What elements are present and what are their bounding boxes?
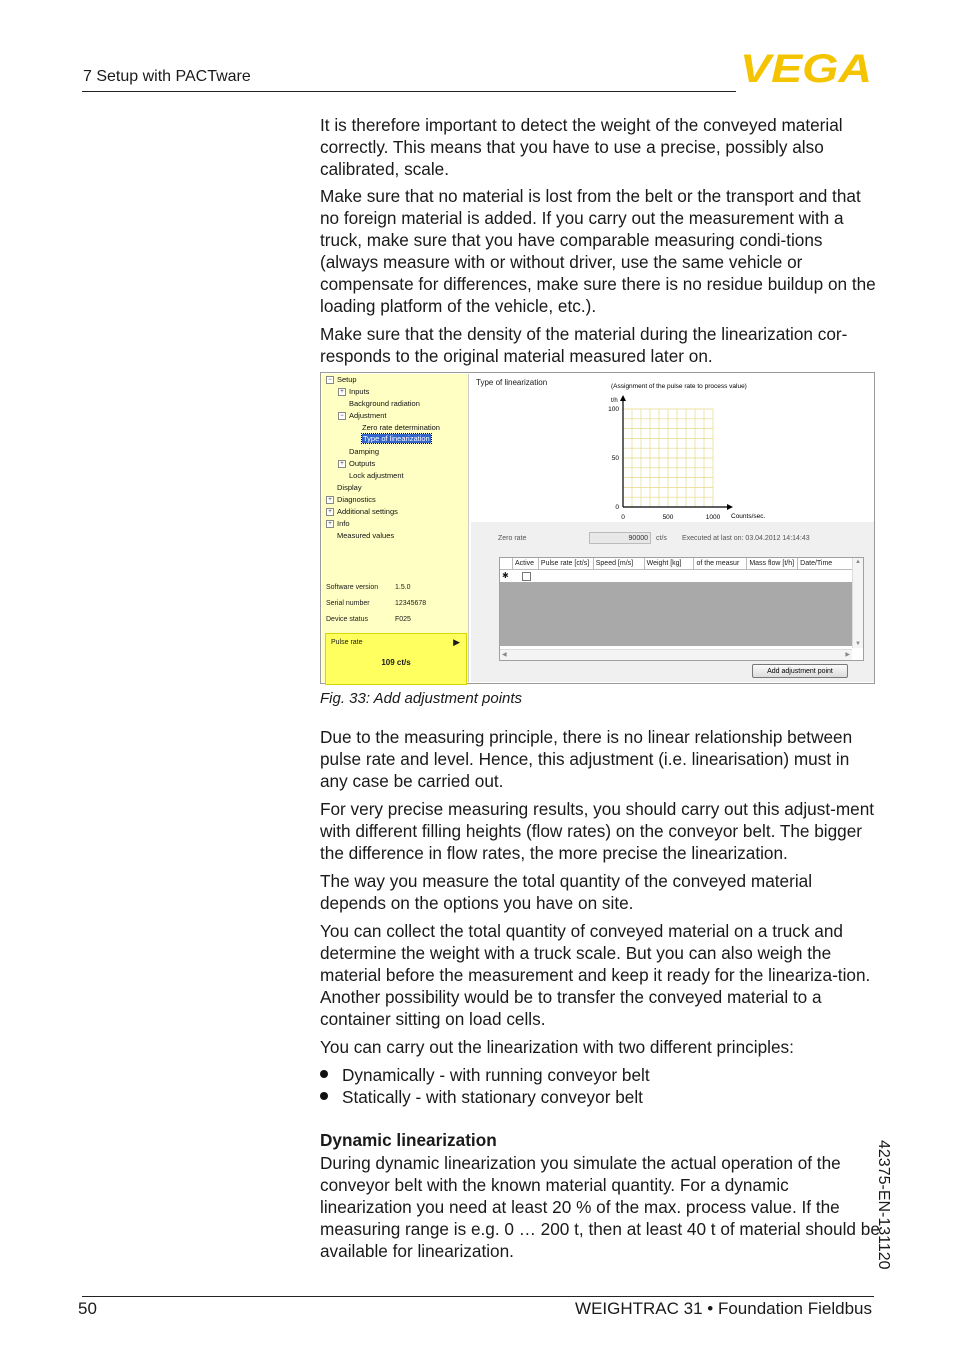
navigation-panel xyxy=(322,374,469,682)
linearization-panel xyxy=(471,374,874,682)
zero-rate-label: Zero rate xyxy=(498,535,527,542)
footer-rule xyxy=(82,1296,874,1297)
y-axis-label: t/h xyxy=(611,398,618,404)
paragraph-5: For very precise measuring results, you should carry out this adjust-ment with different filling heights (flow rates) on the conveyor belt. The bigger the difference in flow rates, the more precise the linearization. xyxy=(320,799,875,863)
figure-caption: Fig. 33: Add adjustment points xyxy=(320,690,523,707)
tree-item-type-of-linearization[interactable]: Type of linearization xyxy=(363,434,430,443)
panel-title: Type of linearization xyxy=(476,378,548,387)
executed-timestamp: Executed at last on: 03.04.2012 14:14:43 xyxy=(682,535,810,542)
scroll-left-icon[interactable]: ◀ xyxy=(502,652,507,658)
y-tick-label: 50 xyxy=(611,455,619,462)
scroll-up-icon[interactable]: ▲ xyxy=(855,559,861,565)
collapse-icon[interactable]: − xyxy=(326,376,334,384)
expand-icon[interactable]: + xyxy=(326,520,334,528)
paragraph-6: The way you measure the total quantity of the conveyed material depends on the options you have on site. xyxy=(320,871,813,913)
header-rule xyxy=(82,91,736,92)
paragraph-7: You can collect the total quantity of conveyed material on a truck and determine the weight with a truck scale. But you can also weigh the material before the measurement and keep it ready for the lineariza-tion. Another possibility would be to transfer the conveyed material to a container sitting on load cells. xyxy=(320,921,871,1029)
col-date-time[interactable]: Date/Time xyxy=(800,560,833,567)
y-tick-label: 0 xyxy=(615,504,619,511)
tree-item-diagnostics[interactable]: + Diagnostics xyxy=(326,495,376,504)
paragraph-1: It is therefore important to detect the weight of the conveyed material correctly. This means that you have to use a precise, possibly also calibrated, scale. xyxy=(320,115,843,179)
col-mass-flow[interactable]: Mass flow [t/h] xyxy=(747,558,798,569)
expand-icon[interactable]: + xyxy=(326,496,334,504)
paragraph-2: Make sure that no material is lost from the belt or the transport and that no foreign material is added. If you carry out the measurement with a truck, make sure that you have comparable measuring condi-tions (always measure with or without driver, use the same vehicle or compensate for differences, make sure there is no residue buildup on the loading platform of the vehicle, etc.). xyxy=(320,186,876,316)
y-axis-arrow-icon xyxy=(620,395,626,401)
col-weight[interactable]: Weight [kg] xyxy=(645,558,695,569)
col-length[interactable]: of the measur xyxy=(694,558,747,569)
x-axis-label: Counts/sec. xyxy=(731,513,766,520)
adjustment-points-table[interactable] xyxy=(499,557,864,661)
page-number: 50 xyxy=(78,1299,97,1318)
arrow-right-icon[interactable]: ▶ xyxy=(453,637,460,647)
vertical-scrollbar[interactable] xyxy=(852,558,863,648)
software-version-label: Software version xyxy=(326,584,379,591)
bullet-item: Statically - with stationary conveyor belt xyxy=(320,1086,643,1108)
pulse-rate-box[interactable] xyxy=(325,633,467,685)
y-tick-label: 100 xyxy=(608,406,619,413)
tree-item-display[interactable]: Display xyxy=(337,483,362,492)
chart-title: (Assignment of the pulse rate to process value) xyxy=(611,383,747,390)
tree-item-outputs[interactable]: + Outputs xyxy=(338,459,375,468)
tree-item-additional-settings[interactable]: + Additional settings xyxy=(326,507,398,516)
paragraph-8: You can carry out the linearization with two different principles: xyxy=(320,1037,794,1057)
vega-logo xyxy=(740,50,874,86)
screenshot-figure xyxy=(320,372,875,684)
table-empty-area xyxy=(500,582,852,646)
collapse-icon[interactable]: − xyxy=(338,412,346,420)
col-speed[interactable]: Speed [m/s] xyxy=(594,558,645,569)
svg-text:VEGA: VEGA xyxy=(740,50,872,86)
tree-item-measured-values[interactable]: Measured values xyxy=(337,531,395,540)
device-status-value: F025 xyxy=(395,616,411,623)
tree-item-adjustment[interactable]: − Adjustment xyxy=(338,411,387,420)
tree-item-inputs[interactable]: + Inputs xyxy=(338,387,369,396)
software-version-value: 1.5.0 xyxy=(395,584,411,591)
scroll-right-icon[interactable]: ▶ xyxy=(845,652,850,658)
x-axis-arrow-icon xyxy=(727,504,733,510)
zero-rate-field[interactable]: 90000 xyxy=(589,532,651,544)
active-checkbox[interactable] xyxy=(522,572,531,581)
serial-number-value: 12345678 xyxy=(395,600,427,607)
bullet-item: Dynamically - with running conveyor belt xyxy=(320,1064,650,1086)
horizontal-scrollbar[interactable] xyxy=(500,649,852,660)
tree-item-info[interactable]: + Info xyxy=(326,519,350,528)
paragraph-3: Make sure that the density of the material during the linearization cor-responds to the original material measured later on. xyxy=(320,324,848,366)
tree-item-damping[interactable]: Damping xyxy=(349,447,380,456)
expand-icon[interactable]: + xyxy=(338,388,346,396)
zero-rate-unit: ct/s xyxy=(656,535,667,542)
paragraph-dynamic: During dynamic linearization you simulate the actual operation of the conveyor belt with the known material quantity. For a dynamic linearization you need at least 20 % of the max. process value. If the measuring range is e.g. 0 … 200 t, then at least 40 t of material should be available for linearization. xyxy=(320,1153,880,1261)
x-tick-label: 500 xyxy=(662,514,674,521)
paragraph-4: Due to the measuring principle, there is no linear relationship between pulse rate and level. Hence, this adjustment (i.e. linearisation) must in any case be carried out. xyxy=(320,727,853,791)
x-tick-label: 1000 xyxy=(705,514,721,521)
col-active[interactable]: Active xyxy=(513,558,539,569)
document-id: 42375-EN-131120 xyxy=(875,1140,892,1270)
row-header-cell xyxy=(500,558,513,569)
section-header: 7 Setup with PACTware xyxy=(83,68,251,85)
col-pulse-rate[interactable]: Pulse rate [ct/s] xyxy=(539,558,594,569)
tree-item-background-radiation[interactable]: Background radiation xyxy=(349,399,420,408)
bullet-icon xyxy=(320,1070,328,1078)
expand-icon[interactable]: + xyxy=(326,508,334,516)
add-adjustment-point-button[interactable]: Add adjustment point xyxy=(752,664,848,678)
linearization-chart xyxy=(601,379,821,525)
tree-item-lock-adjustment[interactable]: Lock adjustment xyxy=(349,471,404,480)
tree-item-setup[interactable]: − Setup xyxy=(326,375,357,384)
section-heading: Dynamic linearization xyxy=(320,1130,497,1150)
pulse-rate-label: Pulse rate xyxy=(331,639,363,646)
x-tick-label: 0 xyxy=(621,514,625,521)
table-header xyxy=(500,558,852,570)
expand-icon[interactable]: + xyxy=(338,460,346,468)
tree-item-zero-rate[interactable]: Zero rate determination xyxy=(362,423,440,432)
footer-title: WEIGHTRAC 31 • Foundation Fieldbus xyxy=(575,1299,872,1318)
bullet-icon xyxy=(320,1092,328,1100)
scroll-down-icon[interactable]: ▼ xyxy=(855,641,861,647)
new-row-icon: ✱ xyxy=(502,571,509,580)
device-status-label: Device status xyxy=(326,616,369,623)
serial-number-label: Serial number xyxy=(326,600,370,607)
pulse-rate-value: 109 ct/s xyxy=(381,658,411,667)
